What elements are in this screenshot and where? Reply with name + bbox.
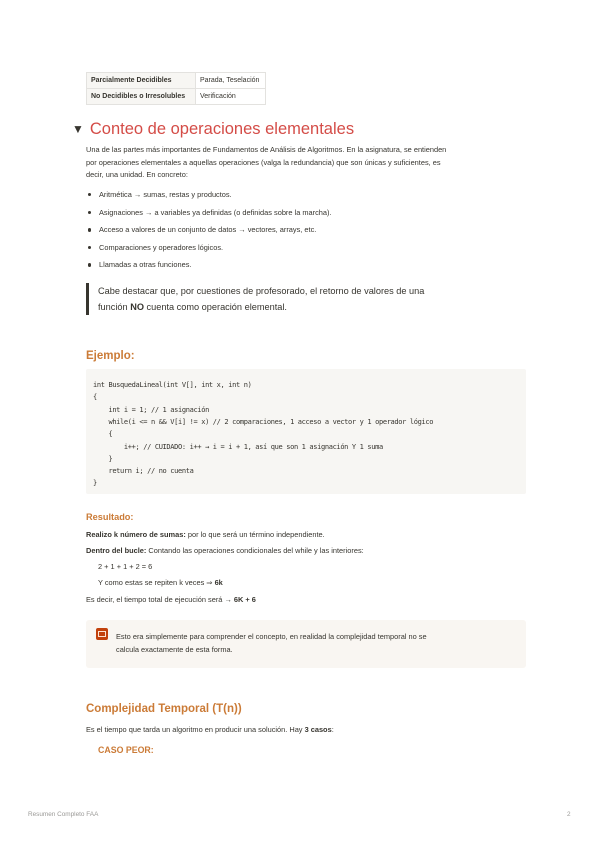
example-heading: Ejemplo: — [86, 350, 135, 362]
callout-line: Esto era simplemente para comprender el concepto, en realidad la complejidad temporal no se — [116, 632, 427, 641]
list-item — [86, 224, 332, 242]
code-line: while(i <= n && V[i] != x) // 2 comparaciones, 1 acceso a vector y 1 operador lógico — [93, 418, 434, 426]
code-line: } — [93, 479, 97, 487]
list-item — [86, 259, 332, 277]
code-line: int i = 1; // 1 asignación — [93, 406, 209, 414]
bullet-icon — [88, 263, 91, 266]
result-repeat — [98, 578, 223, 587]
complexity-heading: Complejidad Temporal (T(n)) — [86, 703, 242, 715]
complexity-emphasis: 3 casos — [304, 725, 332, 734]
bullet-icon — [88, 228, 91, 231]
intro-line: Una de las partes más importantes de Fundamentos de Análisis de Algoritmos. En la asignatura, se entienden — [86, 145, 447, 154]
quote-text: función — [98, 302, 131, 312]
code-line: int BusquedaLineal(int V[], int x, int n) — [93, 381, 252, 389]
list-item-text: Acceso a valores de un conjunto de datos → vectores, arrays, etc. — [99, 225, 317, 235]
calculator-icon — [96, 628, 108, 640]
callout-text — [116, 630, 516, 656]
quote-text: cuenta como operación elemental. — [143, 302, 287, 312]
result-value: 6K + 6 — [233, 595, 256, 604]
table-cell: Parcialmente Decidibles — [87, 73, 196, 89]
result-text: por lo que será un término independiente. — [185, 530, 325, 539]
table-row — [87, 89, 266, 105]
result-text: Es decir, el tiempo total de ejecución será → — [86, 595, 234, 604]
list-item-text: Aritmética → sumas, restas y productos. — [99, 190, 232, 199]
list-item — [86, 189, 332, 207]
operations-list — [86, 189, 332, 277]
list-item — [86, 242, 332, 260]
quote-emphasis: NO — [130, 302, 144, 312]
table-cell: Parada, Teselación — [196, 73, 266, 89]
result-text: Contando las operaciones condicionales del while y las interiores: — [146, 546, 364, 555]
section-title: Conteo de operaciones elementales — [89, 120, 355, 138]
bullet-icon — [88, 211, 91, 214]
list-item — [86, 207, 332, 225]
code-line: { — [93, 430, 113, 438]
complexity-text-part: : — [331, 725, 334, 734]
result-line-loop — [86, 546, 364, 555]
result-total — [86, 595, 256, 604]
result-line-sums — [86, 530, 325, 539]
intro-paragraph — [86, 144, 526, 182]
result-label: Realizo k número de sumas: — [86, 530, 186, 539]
code-line: i++; // CUIDADO: i++ → i = i + 1, así que son 1 asignación Y 1 suma — [93, 443, 383, 451]
complexity-text — [86, 725, 334, 734]
intro-line: decir, una unidad. En concreto: — [86, 170, 188, 180]
result-label: Dentro del bucle: — [86, 546, 147, 555]
code-block — [86, 369, 526, 494]
list-item-text: Comparaciones y operadores lógicos. — [99, 242, 224, 252]
quote-line: Cabe destacar que, por cuestiones de profesorado, el retorno de valores de una — [98, 286, 425, 296]
footer-title: Resumen Completo FAA — [28, 811, 99, 818]
complexity-text-part: Es el tiempo que tarda un algoritmo en producir una solución. Hay — [86, 725, 305, 734]
quote-block — [86, 283, 538, 315]
page-number: 2 — [567, 811, 571, 818]
bullet-icon — [88, 193, 91, 196]
table-cell: No Decidibles o Irresolubles — [87, 89, 196, 105]
result-heading: Resultado: — [86, 512, 134, 522]
result-text: Y como estas se repiten k veces ⇒ — [98, 578, 215, 587]
code-line: { — [93, 393, 97, 401]
quote-line — [98, 299, 538, 315]
result-value: 6k — [214, 578, 223, 587]
intro-line: por operaciones elementales a aquellas operaciones (valga la redundancia) que son únicas y suficientes, es — [86, 157, 441, 167]
code-line: } — [93, 455, 113, 463]
list-item-text: Llamadas a otras funciones. — [99, 260, 192, 270]
table-cell: Verificación — [196, 89, 266, 105]
bullet-icon — [88, 246, 91, 249]
result-sum: 2 + 1 + 1 + 2 = 6 — [98, 562, 153, 571]
decidability-table — [86, 72, 266, 105]
worst-case-heading: CASO PEOR: — [98, 745, 154, 755]
section-heading[interactable] — [72, 120, 354, 139]
toggle-triangle-icon[interactable]: ▼ — [72, 122, 84, 136]
callout-box — [86, 620, 526, 668]
code-line: return i; // no cuenta — [93, 467, 194, 475]
table-row — [87, 73, 266, 89]
callout-line: calcula exactamente de esta forma. — [116, 645, 233, 654]
list-item-text: Asignaciones → a variables ya definidas (o definidas sobre la marcha). — [99, 207, 332, 217]
